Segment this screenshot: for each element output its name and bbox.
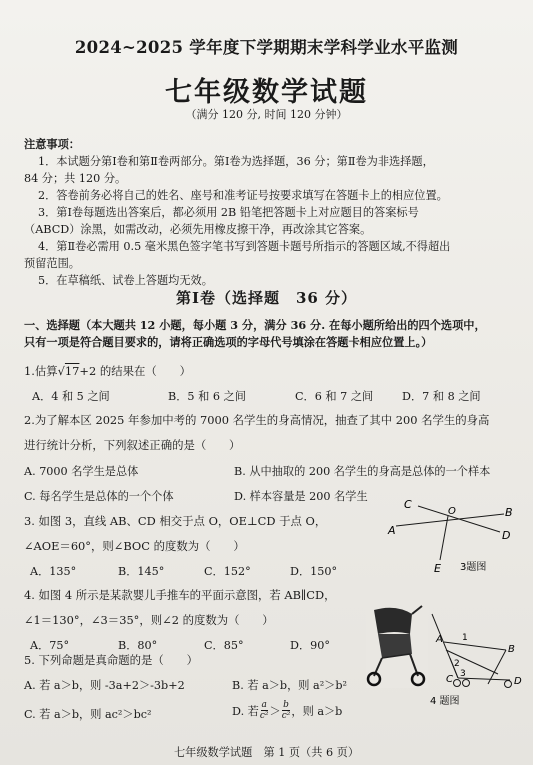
- q4-option-c: C．85°: [204, 639, 244, 652]
- q5-option-d: [232, 700, 342, 721]
- q4-option-a: A．75°: [30, 639, 70, 652]
- figure-3-intersecting-lines: [378, 494, 528, 576]
- exam-subject-title: 七年级数学试题: [165, 77, 368, 108]
- q3-line-1: 3. 如图 3，直线 AB、CD 相交于点 O，OE⊥CD 于点 O，: [24, 514, 327, 528]
- q4-line-2: ∠1＝130°，∠3＝35°，则∠2 的度数为（ ）: [24, 613, 274, 627]
- label-c: C: [404, 498, 412, 511]
- q5-option-a: A. 若 a＞b，则 -3a+2＞-3b+2: [24, 679, 185, 692]
- q3-option-d: D．150°: [290, 565, 338, 578]
- note-4b: 预留范围。: [24, 257, 80, 270]
- label-d: D: [502, 529, 511, 542]
- figure-4-stroller-diagram: [430, 612, 528, 708]
- note-2: 2．答卷前务必将自己的姓名、座号和准考证号按要求填写在答题卡上的相应位置。: [38, 189, 448, 202]
- note-3b: （ABCD）涂黑，如需改动，必须先用橡皮擦干净，再改涂其它答案。: [24, 223, 372, 236]
- stroller-photo: [366, 604, 428, 688]
- figure-4-caption: 4 题图: [430, 696, 460, 707]
- sqrt-sign: √: [57, 364, 65, 378]
- label-b: B: [505, 506, 513, 519]
- fraction-b-over-c2: [282, 700, 291, 721]
- label-b-4: B: [508, 644, 515, 655]
- angle-1-label: 1: [462, 633, 468, 643]
- q2-option-b: B. 从中抽取的 200 名学生的身高是总体的一个样本: [234, 465, 491, 478]
- q4-option-d: D．90°: [290, 639, 330, 652]
- q2-option-a: A. 7000 名学生是总体: [24, 465, 139, 478]
- note-1a: 1．本试题分第Ⅰ卷和第Ⅱ卷两部分。第Ⅰ卷为选择题，36 分；第Ⅱ卷为非选择题，: [38, 155, 434, 168]
- stroller-canopy: [374, 608, 412, 634]
- line-ab-4: [444, 642, 506, 650]
- section-intro-2: 只有一项是符合题目要求的，请将正确选项的字母代号填涂在答题卡相应位置上。）: [24, 335, 433, 349]
- q1-option-d: D．7 和 8 之间: [402, 390, 481, 403]
- question-1: [24, 363, 191, 379]
- note-4a: 4．第Ⅱ卷必需用 0.5 毫米黑色签字笔书写到答题卡题号所指示的答题区域,不得超出: [38, 240, 451, 253]
- note-3a: 3．第Ⅰ卷每题选出答案后，都必须用 2B 铅笔把答题卡上对应题目的答案标号: [38, 206, 419, 219]
- q1-option-a: A．4 和 5 之间: [32, 390, 110, 403]
- line-cd: [418, 506, 500, 532]
- exam-title-line: 2024~2025 学年度下学期期末学科学业水平监测: [74, 38, 459, 57]
- q5-d-gt: ＞: [269, 704, 281, 718]
- q5-d-pre: D. 若: [232, 704, 259, 718]
- section-title: 第Ⅰ卷（选择题 36 分）: [175, 289, 358, 307]
- q2-option-d: D. 样本容量是 200 名学生: [234, 490, 368, 503]
- q1-pre: 1.估算: [24, 364, 58, 378]
- q5-d-post: ，则 a＞b: [291, 704, 343, 718]
- q2-line-1: 2.为了解本区 2025 年参加中考的 7000 名学生的身高情况，抽查了其中 200 名学生的身高: [24, 413, 490, 427]
- q2-line-2: 进行统计分析，下列叙述正确的是（ ）: [24, 438, 241, 452]
- q1-option-c: C．6 和 7 之间: [295, 390, 374, 403]
- q5-option-c: C. 若 a＞b，则 ac²＞bc²: [24, 708, 152, 721]
- fraction-a-over-c2: [260, 700, 269, 721]
- q3-line-2: ∠AOE＝60°，则∠BOC 的度数为（ ）: [24, 539, 245, 553]
- q3-option-a: A．135°: [30, 565, 77, 578]
- note-5: 5．在草稿纸、试卷上答题均无效。: [38, 274, 213, 287]
- section-intro-1: 一、选择题（本大题共 12 小题，每小题 3 分，满分 36 分. 在每小题所给出的四个选项中，: [24, 318, 486, 332]
- frac2-numerator: b: [283, 700, 289, 710]
- q5-line-1: 5. 下列命题是真命题的是（ ）: [24, 653, 198, 667]
- ray-oe: [440, 516, 448, 560]
- q5-option-b: B. 若 a＞b，则 a²＞b²: [232, 679, 348, 692]
- label-e: E: [434, 562, 441, 575]
- angle-2-label: 2: [454, 659, 460, 669]
- label-a: A: [388, 524, 396, 537]
- note-1b: 84 分；共 120 分。: [24, 172, 127, 185]
- q3-option-b: B．145°: [118, 565, 165, 578]
- q2-option-c: C. 每名学生是总体的一个个体: [24, 490, 174, 503]
- frac1-numerator: a: [261, 700, 267, 710]
- frac2-denominator: c²: [281, 711, 291, 721]
- q1-radicand: 17: [64, 364, 80, 378]
- angle-3-label: 3: [460, 669, 466, 679]
- exam-score-time: （满分 120 分, 时间 120 分钟）: [185, 108, 348, 121]
- figure-3-caption: 3题图: [460, 562, 487, 573]
- label-c-4: C: [446, 674, 453, 685]
- frac1-denominator: c²: [259, 711, 269, 721]
- q1-post: +2 的结果在（ ）: [79, 364, 191, 378]
- label-o: O: [448, 506, 456, 517]
- q1-option-b: B．5 和 6 之间: [168, 390, 246, 403]
- label-a-4: A: [436, 634, 443, 645]
- q4-option-b: B．80°: [118, 639, 158, 652]
- label-d-4: D: [514, 676, 522, 687]
- q3-option-c: C．152°: [204, 565, 251, 578]
- q4-line-1: 4. 如图 4 所示是某款婴儿手推车的平面示意图，若 AB∥CD，: [24, 588, 336, 602]
- page-footer: 七年级数学试题 第 1 页（共 6 页）: [173, 746, 360, 759]
- notes-heading: 注意事项：: [24, 137, 80, 151]
